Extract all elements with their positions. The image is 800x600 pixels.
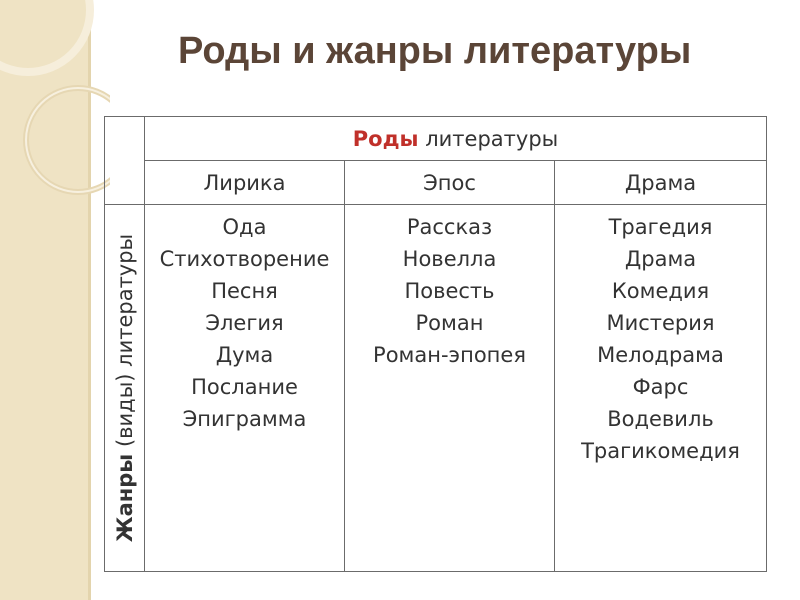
genre-item: Мелодрама xyxy=(597,343,724,367)
header-rody-word: Роды xyxy=(352,126,419,151)
genre-item: Элегия xyxy=(205,311,284,335)
genre-item: Рассказ xyxy=(406,215,493,239)
corner-cell xyxy=(105,117,145,205)
kind-epos: Эпос xyxy=(345,161,555,205)
header-rody xyxy=(145,117,767,161)
genre-item: Драма xyxy=(624,247,697,271)
side-label xyxy=(113,234,137,542)
side-label-cell xyxy=(105,205,145,572)
genre-item: Мистерия xyxy=(606,311,715,335)
genre-item: Роман-эпопея xyxy=(373,343,526,367)
column-lirika xyxy=(145,205,345,572)
genre-item: Комедия xyxy=(611,279,710,303)
genre-item: Ода xyxy=(222,215,267,239)
decorative-circles xyxy=(0,0,110,260)
genre-item: Повесть xyxy=(404,279,495,303)
genre-item: Роман xyxy=(415,311,484,335)
side-label-zhanry: Жанры xyxy=(112,453,137,543)
genre-item: Дума xyxy=(215,343,274,367)
genre-item: Песня xyxy=(211,279,278,303)
kind-drama: Драма xyxy=(555,161,767,205)
genre-item: Трагедия xyxy=(608,215,713,239)
genre-item: Новелла xyxy=(402,247,497,271)
side-label-rest: (виды) литературы xyxy=(112,233,137,454)
column-drama xyxy=(555,205,767,572)
genre-item: Фарс xyxy=(632,375,689,399)
genre-item: Стихотворение xyxy=(159,247,330,271)
kind-lirika: Лирика xyxy=(145,161,345,205)
column-epos xyxy=(345,205,555,572)
genre-item: Эпиграмма xyxy=(182,407,307,431)
header-rody-rest: литературы xyxy=(418,126,559,151)
slide-title: Роды и жанры литературы xyxy=(178,30,692,72)
genre-item: Трагикомедия xyxy=(581,439,740,463)
genres-table xyxy=(104,116,767,572)
genre-item: Послание xyxy=(191,375,298,399)
genre-item: Водевиль xyxy=(607,407,714,431)
